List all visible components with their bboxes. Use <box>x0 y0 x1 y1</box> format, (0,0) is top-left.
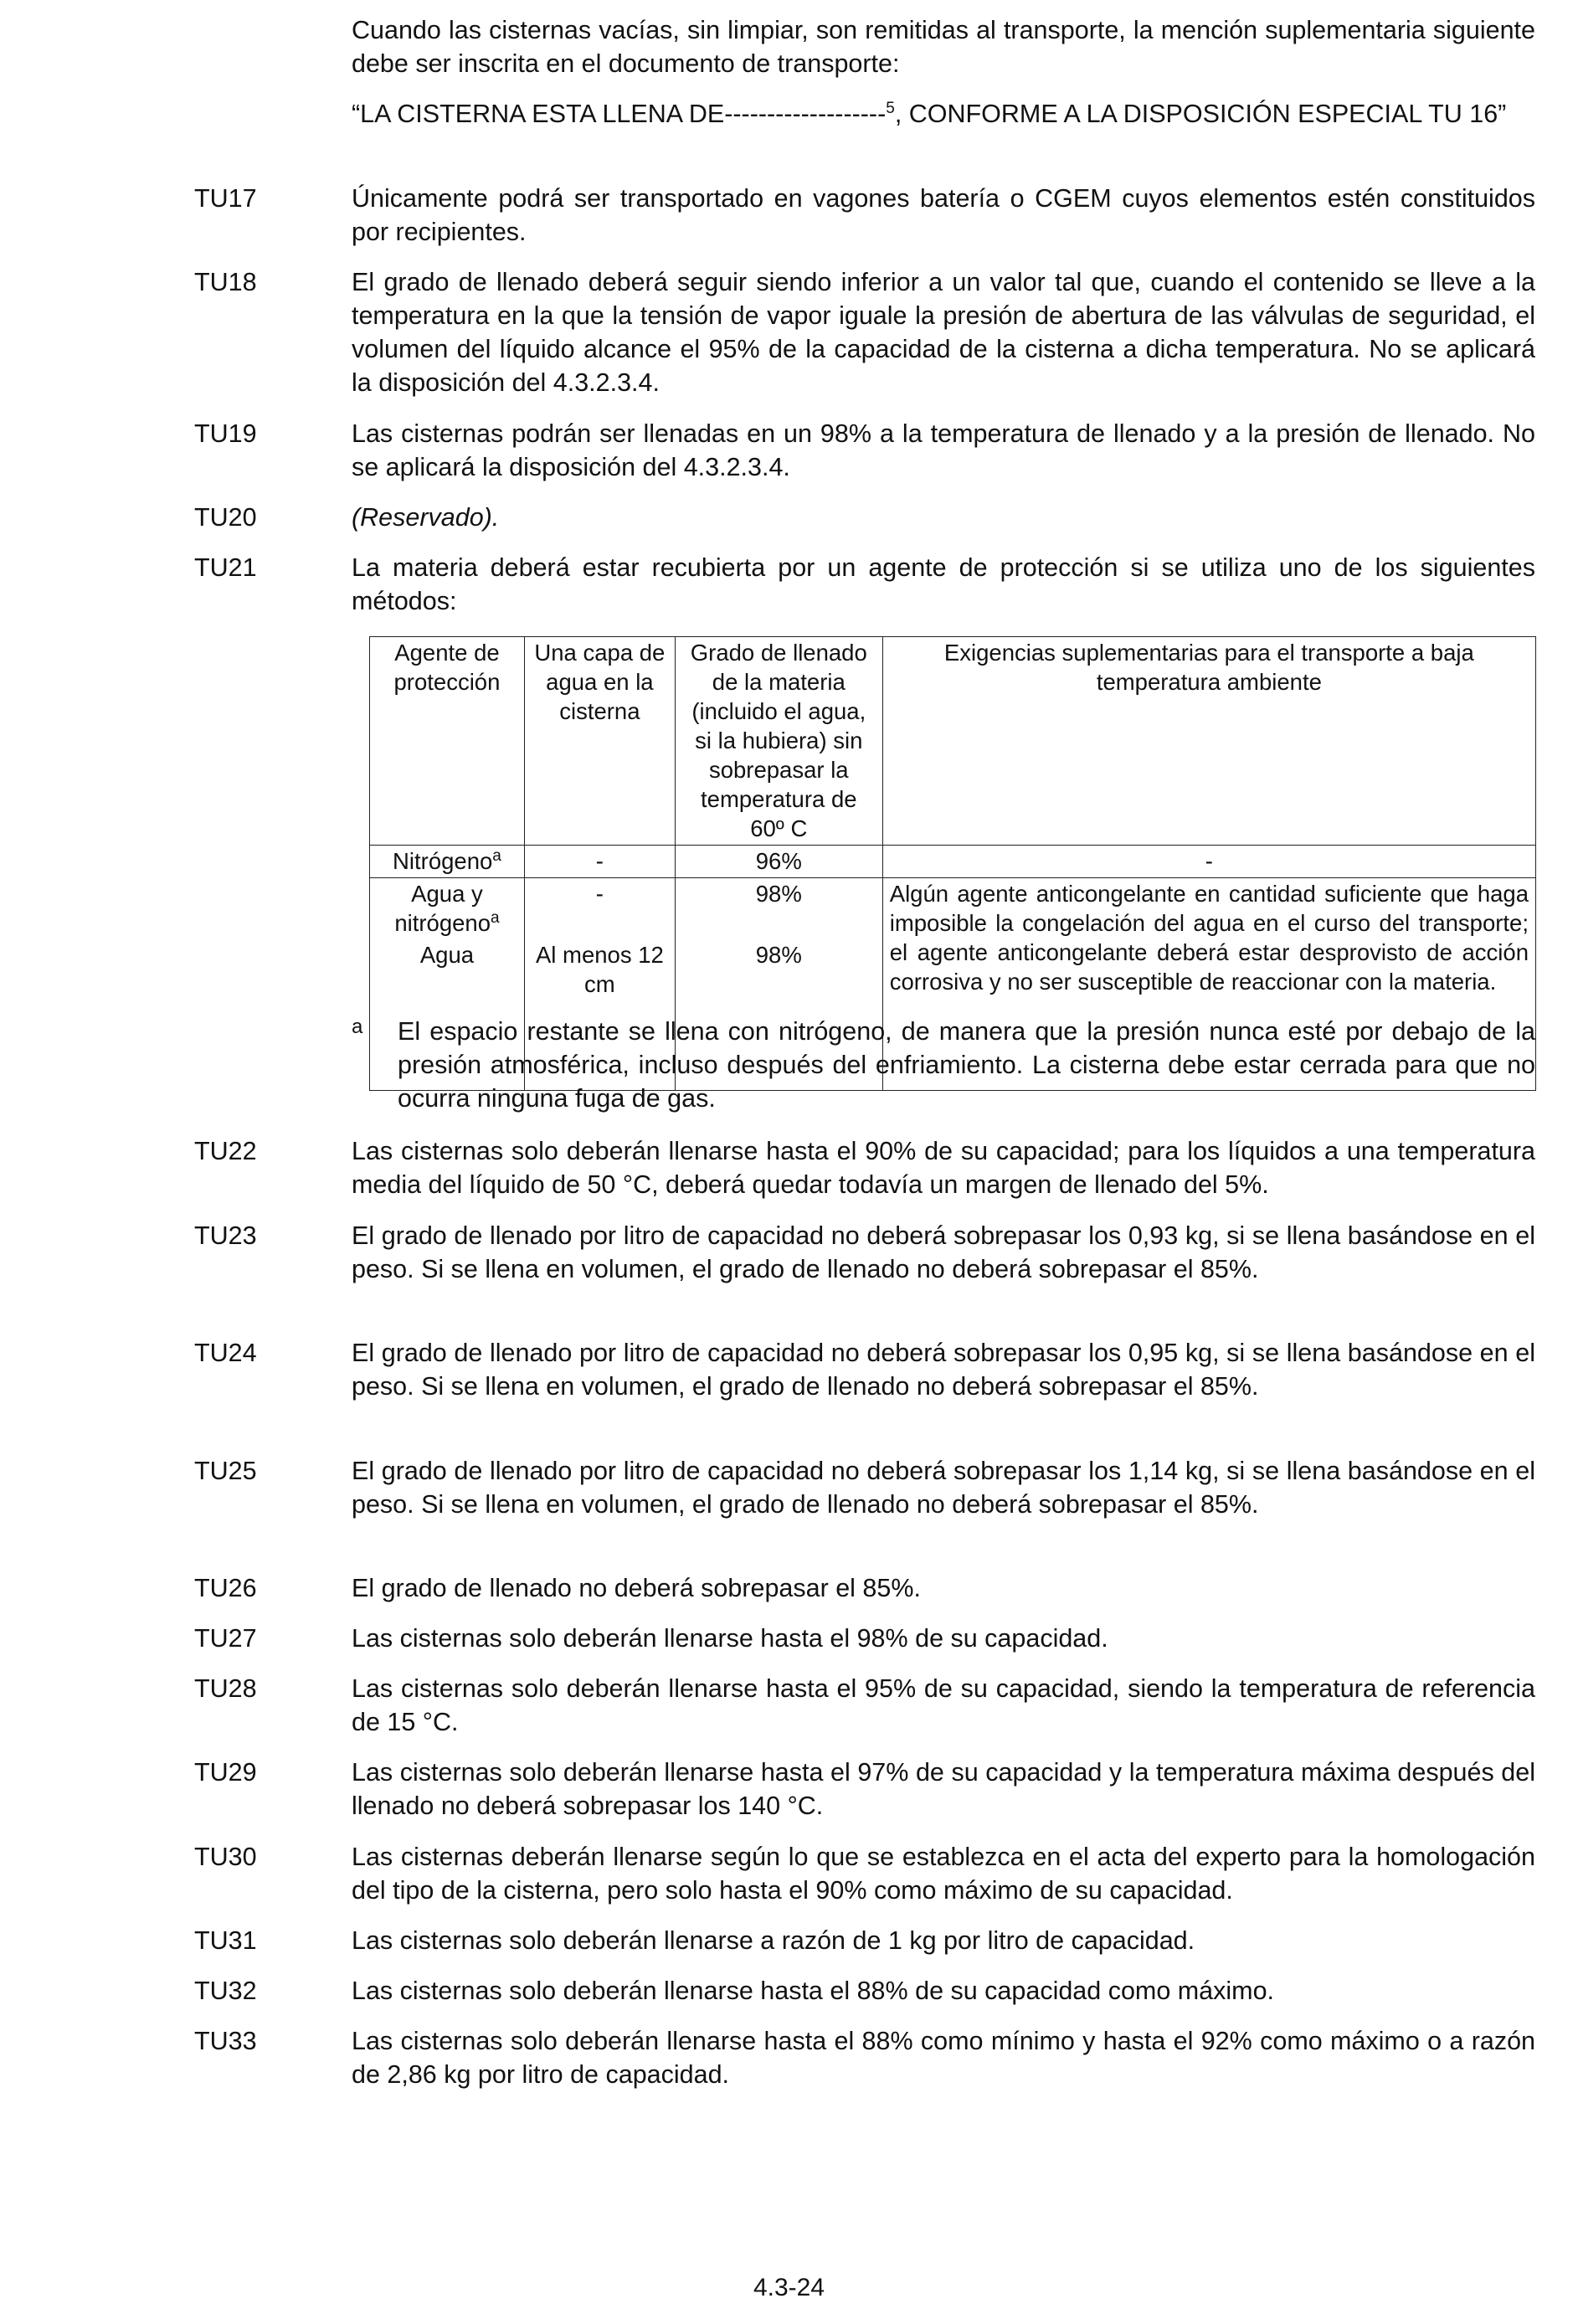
table-row <box>370 878 1536 940</box>
table-cell-layer: - <box>524 878 675 940</box>
provision-text-tu23: El grado de llenado por litro de capacidad no deberá sobrepasar los 0,93 kg, si se llena basándose en el peso. Si se llena en volumen, el grado de llenado no deberá sobrepasar el 85%. <box>352 1221 1535 1283</box>
provision-text-tu21: La materia deberá estar recubierta por un agente de protección si se utiliza uno de los siguientes métodos: <box>352 553 1535 615</box>
table-cell-layer: Al menos 12 cm <box>524 939 675 1090</box>
provision-code-tu22: TU22 <box>194 1137 257 1165</box>
table-header-cell: Una capa de agua en la cisterna <box>524 637 675 846</box>
provision-text-tu20: (Reservado). <box>352 503 500 532</box>
provision-text-tu32: Las cisternas solo deberán llenarse hasta el 88% de su capacidad como máximo. <box>352 1977 1275 2005</box>
provision-code-tu28: TU28 <box>194 1674 257 1703</box>
table-cell-fill: 96% <box>675 846 882 878</box>
footnote-ref-a: a <box>492 846 501 865</box>
provision-text-tu22: Las cisternas solo deberán llenarse hasta el 90% de su capacidad; para los líquidos a una temperatura media del líquido de 50 °C, deberá quedar todavía un margen de llenado del 5%. <box>352 1137 1535 1199</box>
table-header-cell: Grado de llenado de la materia (incluido el agua, si la hubiera) sin sobrepasar la temperatura de 60º C <box>675 637 882 846</box>
provision-text-tu24: El grado de llenado por litro de capacidad no deberá sobrepasar los 0,95 kg, si se llena basándose en el peso. Si se llena en volumen, el grado de llenado no deberá sobrepasar el 85%. <box>352 1339 1535 1401</box>
table-header-cell: Exigencias suplementarias para el transporte a baja temperatura ambiente <box>882 637 1535 846</box>
provision-text-tu19: Las cisternas podrán ser llenadas en un 98% a la temperatura de llenado y a la presión de llenado. No se aplicará la disposición del 4.3.2.3.4. <box>352 419 1535 481</box>
provision-code-tu26: TU26 <box>194 1574 257 1602</box>
provision-code-tu27: TU27 <box>194 1624 257 1653</box>
provision-text-tu33: Las cisternas solo deberán llenarse hasta el 88% como mínimo y hasta el 92% como máximo o a razón de 2,86 kg por litro de capacidad. <box>352 2027 1535 2089</box>
table-footnote: El espacio restante se llena con nitrógeno, de manera que la presión nunca esté por debajo de la presión atmosférica, incluso después del enfriamiento. La cisterna debe estar cerrada para que no ocurra ninguna fuga de gas. <box>398 1017 1535 1113</box>
provision-code-tu33: TU33 <box>194 2027 257 2055</box>
provision-text-tu17: Únicamente podrá ser transportado en vagones batería o CGEM cuyos elementos estén constituidos por recipientes. <box>352 184 1535 246</box>
provision-text-tu27: Las cisternas solo deberán llenarse hasta el 98% de su capacidad. <box>352 1624 1108 1653</box>
provision-code-tu32: TU32 <box>194 1977 257 2005</box>
footnote-marker: a <box>352 1015 363 1038</box>
table-cell-layer: - <box>524 846 675 878</box>
provision-text-tu31: Las cisternas solo deberán llenarse a razón de 1 kg por litro de capacidad. <box>352 1926 1195 1955</box>
table-cell-requirement: - <box>882 846 1535 878</box>
provision-code-tu19: TU19 <box>194 419 257 448</box>
provision-text-tu30: Las cisternas deberán llenarse según lo que se establezca en el acta del experto para la homologación del tipo de la cisterna, pero solo hasta el 90% como máximo de su capacidad. <box>352 1843 1535 1905</box>
provision-code-tu18: TU18 <box>194 268 257 296</box>
table-cell-agent <box>370 846 525 878</box>
page-number: 4.3-24 <box>753 2274 825 2301</box>
intro-mention-text-b: , CONFORME A LA DISPOSICIÓN ESPECIAL TU 16” <box>894 100 1507 128</box>
provision-text-tu29: Las cisternas solo deberán llenarse hasta el 97% de su capacidad y la temperatura máxima después del llenado no deberá sobrepasar los 140 °C. <box>352 1758 1535 1820</box>
table-cell-fill: 98% <box>675 878 882 940</box>
provision-code-tu21: TU21 <box>194 553 257 582</box>
table-cell-fill: 98% <box>675 939 882 1090</box>
table-header-cell: Agente de protección <box>370 637 525 846</box>
table-row <box>370 846 1536 878</box>
table-cell-agent <box>370 878 525 940</box>
provision-code-tu30: TU30 <box>194 1843 257 1871</box>
provision-code-tu31: TU31 <box>194 1926 257 1955</box>
provision-text-tu26: El grado de llenado no deberá sobrepasar el 85%. <box>352 1574 921 1602</box>
provision-code-tu25: TU25 <box>194 1457 257 1485</box>
provision-text-tu25: El grado de llenado por litro de capacidad no deberá sobrepasar los 1,14 kg, si se llena basándose en el peso. Si se llena en volumen, el grado de llenado no deberá sobrepasar el 85%. <box>352 1457 1535 1519</box>
agent-name: Agua y nitrógeno <box>394 881 491 936</box>
footnote-ref-a: a <box>491 908 500 927</box>
provision-text-tu28: Las cisternas solo deberán llenarse hasta el 95% de su capacidad, siendo la temperatura de referencia de 15 °C. <box>352 1674 1535 1736</box>
provision-code-tu17: TU17 <box>194 184 257 213</box>
intro-mention-paragraph <box>352 97 1535 131</box>
provision-code-tu20: TU20 <box>194 503 257 532</box>
intro-paragraph: Cuando las cisternas vacías, sin limpiar, son remitidas al transporte, la mención suplementaria siguiente debe ser inscrita en el documento de transporte: <box>352 16 1535 78</box>
footnote-ref-5: 5 <box>886 99 895 117</box>
provision-code-tu29: TU29 <box>194 1758 257 1787</box>
provision-text-tu18: El grado de llenado deberá seguir siendo inferior a un valor tal que, cuando el contenido se lleve a la temperatura en la que la tensión de vapor iguale la presión de abertura de las válvulas de seguridad, el volumen del líquido alcance el 95% de la capacidad de la cisterna a dicha temperatura. No se aplicará la disposición del 4.3.2.3.4. <box>352 268 1535 397</box>
agent-name: Nitrógeno <box>393 848 493 874</box>
intro-mention-text-a: “LA CISTERNA ESTA LLENA DE------------------- <box>352 100 887 128</box>
table-cell-agent: Agua <box>370 939 525 1090</box>
provision-code-tu23: TU23 <box>194 1221 257 1250</box>
table-header-row <box>370 637 1536 846</box>
table-cell-shared-requirement: Algún agente anticongelante en cantidad suficiente que haga imposible la congelación del agua en el curso del transporte; el agente anticongelante deberá estar desprovisto de acción corrosiva y no ser susceptible de reaccionar con la materia. <box>882 878 1535 1091</box>
provision-code-tu24: TU24 <box>194 1339 257 1367</box>
